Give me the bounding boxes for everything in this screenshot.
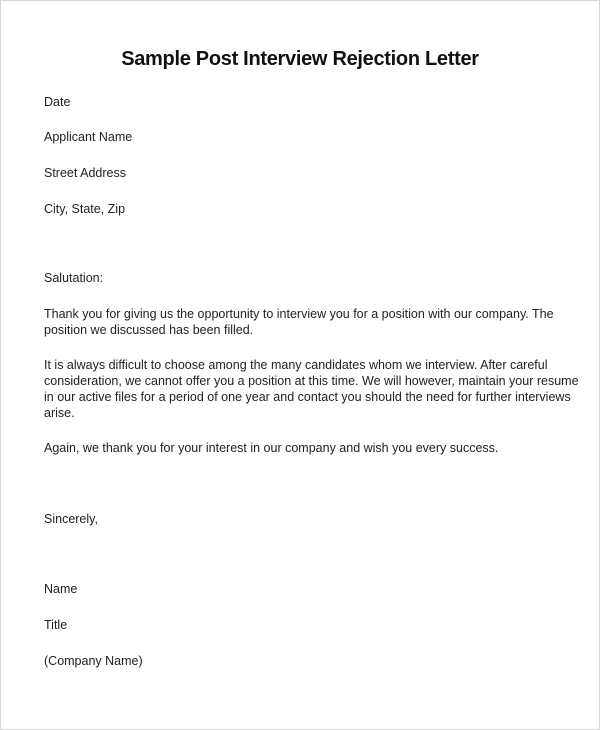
letter-title: Sample Post Interview Rejection Letter xyxy=(121,48,479,70)
paragraph-decision xyxy=(44,357,579,421)
paragraph-opportunity xyxy=(44,306,554,338)
closing: Sincerely, xyxy=(44,512,98,526)
paragraph-line: arise. xyxy=(44,406,75,420)
signature-title: Title xyxy=(44,618,68,632)
paragraph-line: position we discussed has been filled. xyxy=(44,323,254,337)
paragraph-line: Thank you for giving us the opportunity to interview you for a position with our company. The xyxy=(44,307,554,321)
signature-name: Name xyxy=(44,582,78,596)
paragraph-line: Again, we thank you for your interest in our company and wish you every success. xyxy=(44,441,499,455)
signature-company: (Company Name) xyxy=(44,654,143,668)
paragraph-line: in our active files for a period of one year and contact you should the need for further interviews xyxy=(44,390,571,404)
paragraph-thanks xyxy=(44,440,541,456)
date-field: Date xyxy=(44,95,71,109)
paragraph-line: It is always difficult to choose among the many candidates whom we interview. After careful xyxy=(44,358,548,372)
street-address-field: Street Address xyxy=(44,166,126,180)
city-state-zip-field: City, State, Zip xyxy=(44,202,126,216)
salutation: Salutation: xyxy=(44,271,104,285)
applicant-name-field: Applicant Name xyxy=(44,130,133,144)
paragraph-line: consideration, we cannot offer you a position at this time. We will however, maintain your resume xyxy=(44,374,579,388)
